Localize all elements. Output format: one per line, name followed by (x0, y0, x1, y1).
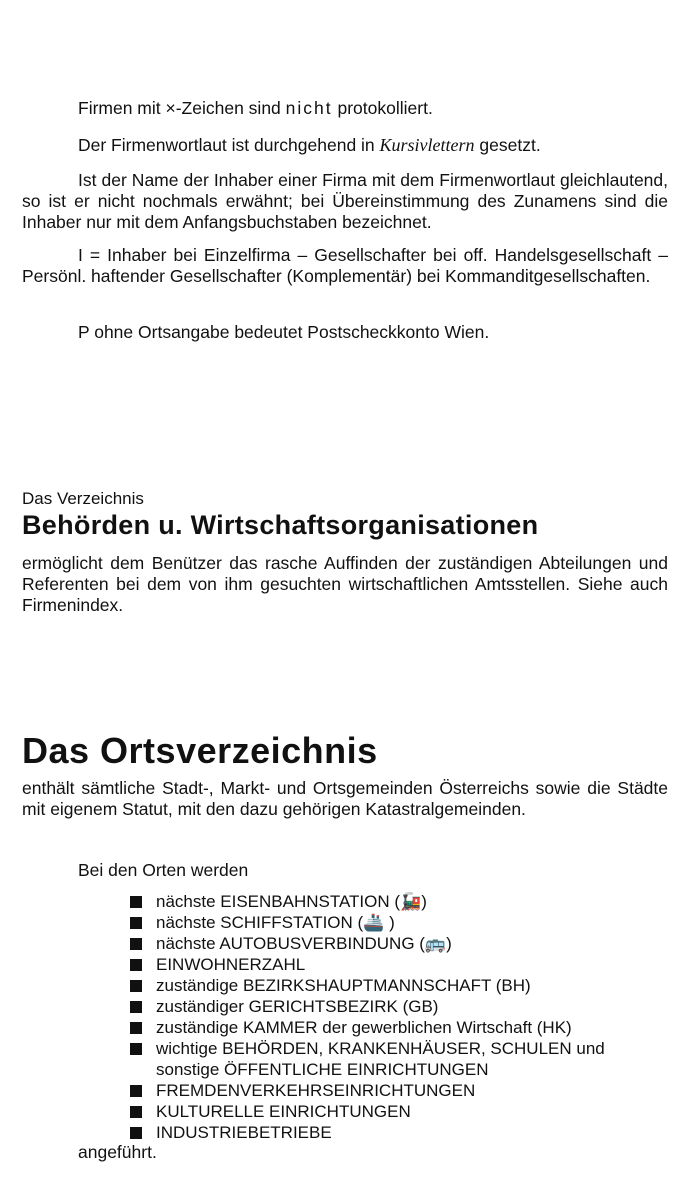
section2-body: enthält sämtliche Stadt-, Markt- und Ortsgemeinden Österreichs sowie die Städte mit eigenem Statut, mit den dazu gehörigen Katastralgemeinden. (22, 778, 668, 819)
section1-title: Behörden u. Wirtschaftsorganisationen (22, 510, 539, 540)
bullet-square-icon (130, 1001, 142, 1013)
list-item: nächste SCHIFFSTATION (🚢 ) (130, 912, 670, 933)
bullet-square-icon (130, 1106, 142, 1118)
section1-kicker: Das Verzeichnis (22, 489, 144, 508)
note-italic: Der Firmenwortlaut ist durchgehend in Kursivlettern gesetzt. (78, 135, 541, 155)
section1-body: ermöglicht dem Benützer das rasche Auffinden der zuständigen Abteilungen und Referenten bei dem von ihm gesuchten wirtschaftlichen Amtsstellen. Siehe auch Firmenindex. (22, 553, 668, 615)
bullet-square-icon (130, 1022, 142, 1034)
section2-title: Das Ortsverzeichnis (22, 730, 378, 771)
list-item: zuständige BEZIRKSHAUPTMANNSCHAFT (BH) (130, 975, 670, 996)
list-item: INDUSTRIEBETRIEBE (130, 1122, 670, 1143)
note-inhaber: I = Inhaber bei Einzelfirma – Gesellschafter bei off. Handelsgesellschaft – Persönl. haftender Gesellschafter (Komplementär) bei Kommanditgesellschaften. (22, 245, 668, 286)
list-item: nächste EISENBAHNSTATION (🚂) (130, 891, 670, 912)
section2-lead: Bei den Orten werden (78, 860, 249, 880)
section2-closing: angeführt. (78, 1142, 157, 1162)
feature-list (130, 891, 670, 1143)
bullet-square-icon (130, 959, 142, 971)
x-mark-icon: × (165, 98, 176, 118)
bullet-square-icon (130, 917, 142, 929)
list-item: wichtige BEHÖRDEN, KRANKENHÄUSER, SCHULEN und sonstige ÖFFENTLICHE EINRICHTUNGEN (130, 1038, 670, 1080)
note-protocol: Firmen mit ×-Zeichen sind nicht protokolliert. (78, 98, 433, 118)
note-owner-name: Ist der Name der Inhaber einer Firma mit dem Firmenwortlaut gleichlautend, so ist er nicht nochmals erwähnt; bei Übereinstimmung des Zunamens sind die Inhaber nur mit dem Anfangsbuchstaben bezeichnet. (22, 170, 668, 232)
list-item: zuständiger GERICHTSBEZIRK (GB) (130, 996, 670, 1017)
list-item: zuständige KAMMER der gewerblichen Wirtschaft (HK) (130, 1017, 670, 1038)
bullet-square-icon (130, 1127, 142, 1139)
note-postscheck: P ohne Ortsangabe bedeutet Postscheckkonto Wien. (78, 322, 490, 342)
bullet-square-icon (130, 938, 142, 950)
bullet-square-icon (130, 980, 142, 992)
bullet-square-icon (130, 1043, 142, 1055)
bullet-square-icon (130, 896, 142, 908)
list-item: EINWOHNERZAHL (130, 954, 670, 975)
list-item: nächste AUTOBUSVERBINDUNG (🚌) (130, 933, 670, 954)
list-item: FREMDENVERKEHRSEINRICHTUNGEN (130, 1080, 670, 1101)
bullet-square-icon (130, 1085, 142, 1097)
list-item: KULTURELLE EINRICHTUNGEN (130, 1101, 670, 1122)
